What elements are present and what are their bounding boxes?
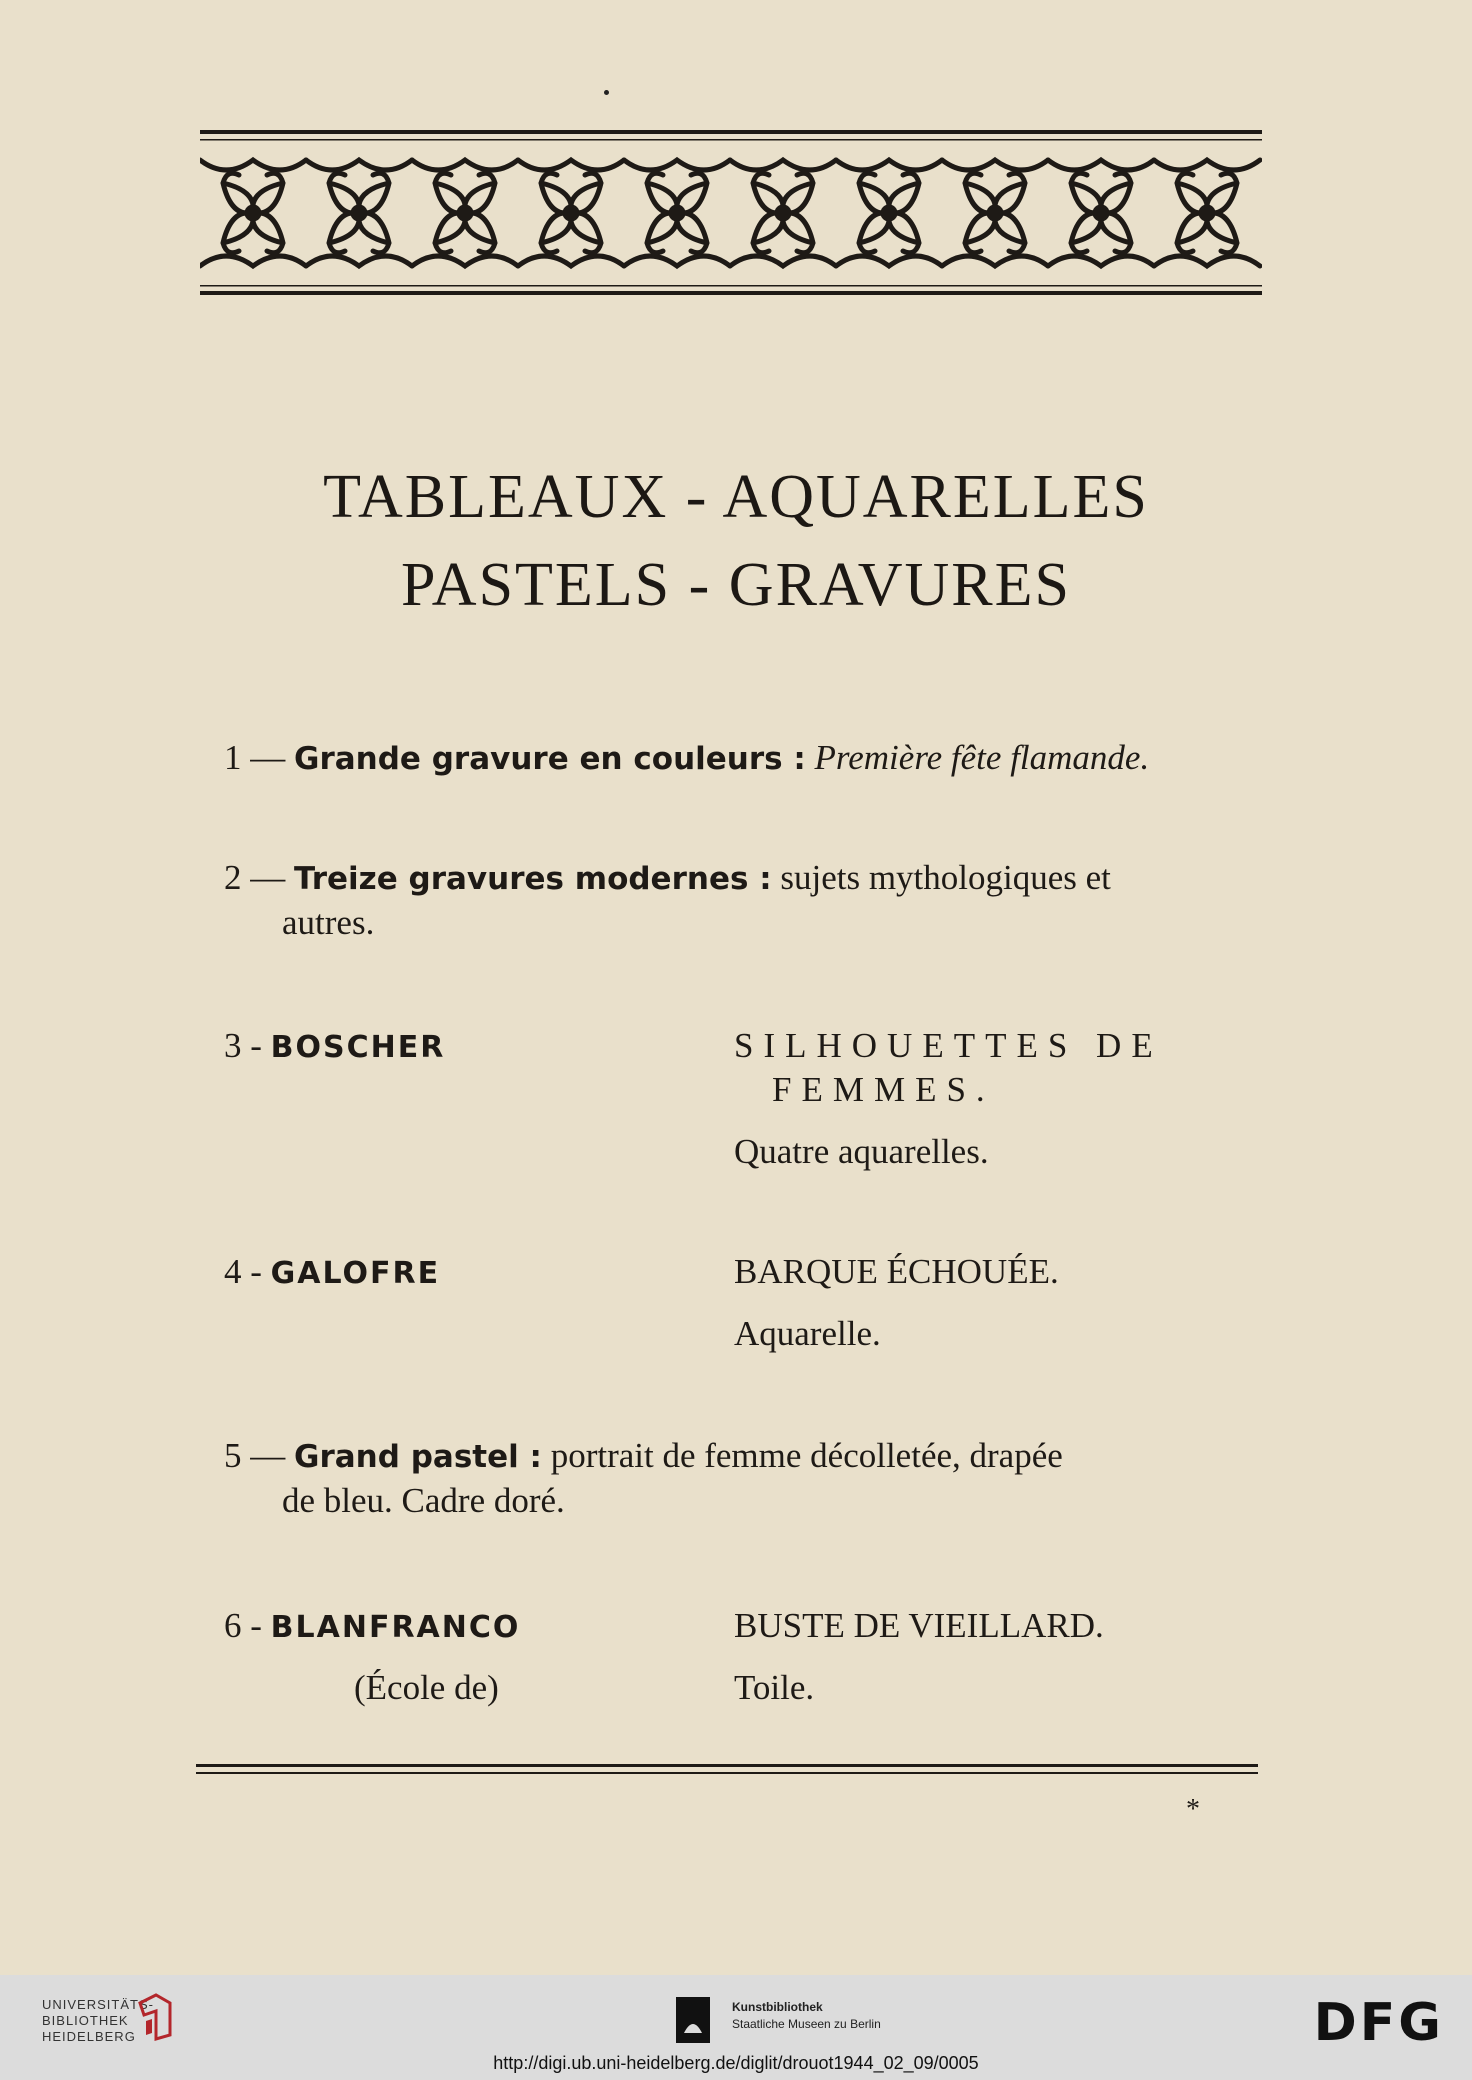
kunstbibliothek-label [732, 1999, 881, 2033]
item-title: Grand pastel : [294, 1439, 542, 1475]
item-description-line-2: de bleu. Cadre doré. [282, 1481, 565, 1520]
source-url[interactable]: http://digi.ub.uni-heidelberg.de/diglit/drouot1944_02_09/0005 [493, 2053, 979, 2073]
catalog-item-1 [224, 736, 1260, 781]
work-medium: Aquarelle. [734, 1314, 881, 1353]
page-star-mark: * [1186, 1794, 1200, 1825]
item-description-line-1: sujets mythologiques et [780, 858, 1111, 897]
item-description-line-1: portrait de femme décolletée, drapée [550, 1436, 1063, 1475]
closing-rule-thick [196, 1764, 1258, 1767]
heading-line-1: TABLEAUX - AQUARELLES [323, 463, 1149, 531]
work-medium: Quatre aquarelles. [734, 1132, 989, 1171]
closing-rule-thin [196, 1772, 1258, 1774]
decorative-border-ornament [200, 130, 1262, 296]
uni-label-line-1: UNIVERSITÄTS- [42, 1997, 154, 2012]
kb-label-line-1: Kunstbibliothek [732, 2000, 823, 2014]
catalog-item-2 [224, 856, 1260, 945]
item-description-line-2: autres. [282, 903, 375, 942]
kunstbibliothek-logo-icon [674, 1995, 712, 2045]
item-number: 5 — [224, 1436, 286, 1475]
digitization-footer [0, 1975, 1472, 2080]
item-number: 2 — [224, 858, 286, 897]
work-title-line-2: FEMMES. [772, 1070, 995, 1109]
item-title: Treize gravures modernes : [294, 861, 772, 897]
dfg-logo: DFG [1313, 1993, 1444, 2053]
uni-label-line-3: HEIDELBERG [42, 2029, 136, 2044]
item-number: 3 - [224, 1026, 262, 1065]
item-number: 6 - [224, 1606, 262, 1645]
item-number: 1 — [224, 738, 286, 777]
work-medium: Toile. [734, 1668, 815, 1707]
artist-name: GALOFRE [270, 1256, 441, 1291]
item-subject: Première fête flamande. [814, 738, 1150, 777]
item-title: Grande gravure en couleurs : [294, 741, 806, 777]
artist-note: (École de) [354, 1668, 499, 1707]
uni-label-line-2: BIBLIOTHEK [42, 2013, 129, 2028]
catalog-item-5 [224, 1434, 1260, 1523]
item-number: 4 - [224, 1252, 262, 1291]
work-title: BUSTE DE VIEILLARD. [734, 1606, 1104, 1645]
heading-line-2: PASTELS - GRAVURES [401, 551, 1071, 619]
university-logo-icon [136, 1991, 174, 2041]
work-title: BARQUE ÉCHOUÉE. [734, 1252, 1059, 1291]
artist-name: BLANFRANCO [270, 1610, 521, 1645]
work-title-line-1: SILHOUETTES DE [734, 1026, 1163, 1065]
kb-label-line-2: Staatliche Museen zu Berlin [732, 2017, 881, 2031]
printer-dot [604, 90, 609, 95]
artist-name: BOSCHER [270, 1030, 446, 1065]
